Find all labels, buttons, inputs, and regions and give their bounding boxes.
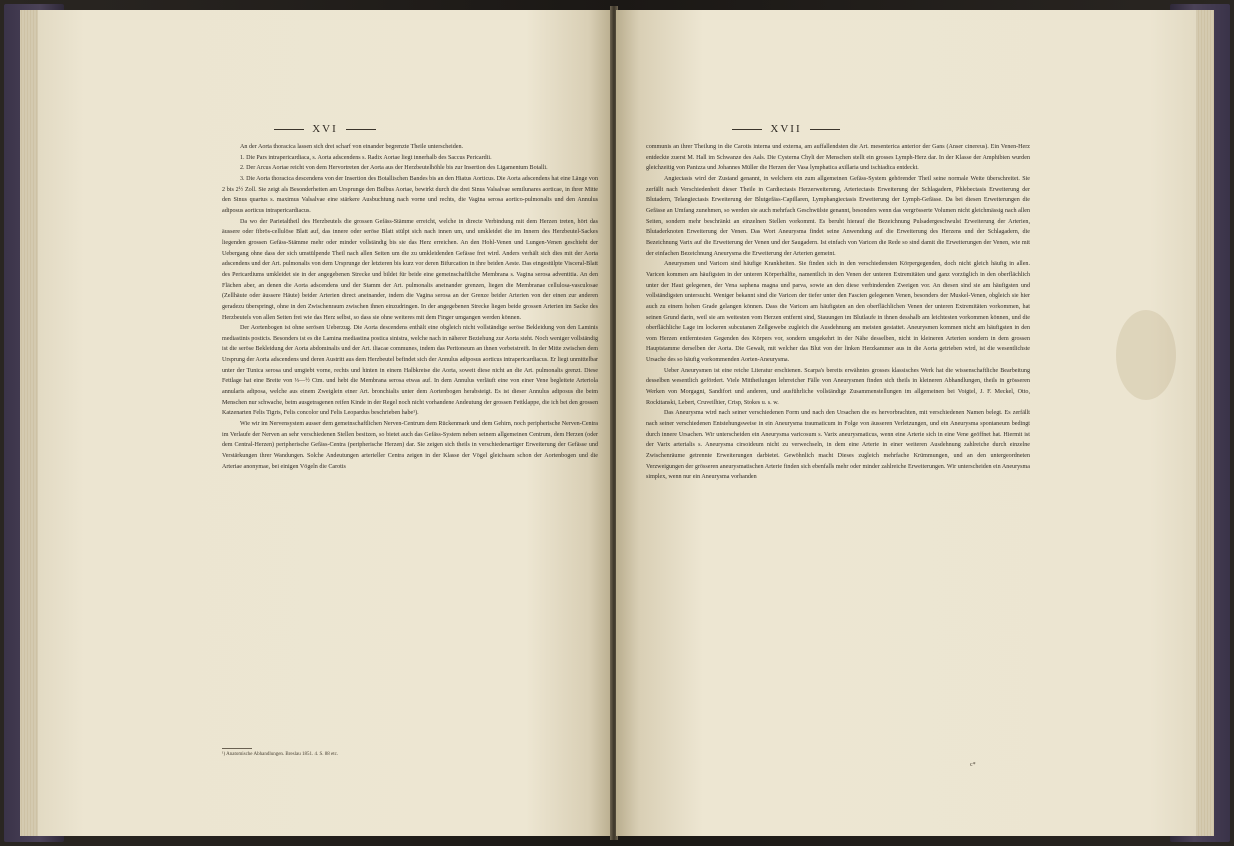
right-page-body [646,142,1030,483]
paragraph: 1. Die Pars intrapericardiaca, s. Aorta adscendens s. Radix Aortae liegt innerhalb des Saccus Pericardii. [240,154,492,161]
paragraph: communis an ihrer Theilung in die Carotis interna und externa, am auffallendsten die Art. mesenterica anterior der Gans (Anser cinereus). Ein Venen-Herz entdeckte zuerst M. Hall im Schwanze des Aals. Die Cysterna Chyli der Menschen stellt ein grosses Lymph-Herz dar. In der Klasse der Amphibien wurden gleichzeitig von Panizza und Johannes Müller die Herzen der Vasa lymphatica axillaria und ischiadica entdeckt. [646,144,1030,172]
right-page [616,10,1196,836]
left-page-header [38,123,612,135]
header-rule [810,129,840,130]
header-rule [732,129,762,130]
left-page-number: XVI [312,123,338,135]
paragraph: An der Aorta thoracica lassen sich drei scharf von einander begrenzte Theile unterscheiden. [240,144,464,150]
left-page-edges [20,10,40,836]
paragraph: Da wo der Parietaltheil des Herzbeutels die grossen Gefäss-Stämme erreicht, welche in directe Verbindung mit dem Herzen treten, hört das äussere oder fibrös-cellulöse Blatt auf, das innere oder seröse Blatt stülpt sich nach innen um, und umkleidet die im Innern des Herzbeutel-Sackes liegenden grossen Gefäss-Stämme mehr oder minder vollständig bis sie das Herz erreichen. An den Hohl-Venen und Lungen-Venen geschieht der Uebergang ohne dass der sich umstülpende Theil nach allen Seiten um die zu umkleidenden Gefässe frei wird. Anders verhält sich dies mit der Aorta adscendens und der Art. pulmonalis von dem Ursprunge der letzteren bis kurz vor deren Bifurcation in ihre beiden Aeste. Das eingestülpte Visceral-Blatt des Pericardiums umkleidet sie in der angegebenen Strecke und bildet für beide eine gemeinschaftliche Membrana s. Vagina serosa adventitia. An den Flächen aber, an denen die Aorta adscendens und der Stamm der Art. pulmonalis aneinander grenzen, liegen die Membranae cellulosa-vasculosae (Zellhäute oder äussere Häute) beider Arterien direct aneinander, indem die Vagina serosa an der Grenze beider Arterien von der einen zur anderen geradezu überspringt, ohne in den Zwischenraum zwischen ihnen einzudringen. In der angegebenen Strecke liegen beide grossen Arterien im Sacke des Herzbeutels von allen Seiten frei wie das Herz selbst, so dass sie ohne weiteres mit dem Finger umgangen werden können. [222,218,598,321]
catchword: c* [970,762,976,768]
paragraph: Ueber Aneurysmen ist eine reiche Literatur erschienen. Scarpa's bereits erwähntes grosses klassisches Werk hat die wissenschaftliche Bearbeitung desselben wesentlich gefördert. Viele Mittheilungen lehrreicher Fälle von Aneurysmen finden sich theils in kleineren Abhandlungen, theils in grösseren Werken von Morgagni, Sandifort und anderen, und ausführliche vollständige Zusammenstellungen im allgemeinen bei Voigtel, J. F. Meckel, Otto, Rockitanski, Lebert, Cruveilhier, Crisp, Stokes u. s. w. [646,367,1030,406]
left-page-body [222,142,598,472]
paragraph: 2. Der Arcus Aortae reicht von dem Hervortreten der Aorta aus der Herzbeutelhöhle bis zur Insertion des Ligamentum Botalli. [240,165,548,172]
paragraph: 3. Die Aorta thoracica descendens von der Insertion des Botallischen Bandes bis an den Hiatus Aorticus. Die Aorta adscendens hat eine Länge von 2 bis 2½ Zoll. Sie zeigt als Besonderheiten am Ursprunge den Bulbus Aortae, bewirkt durch die drei Sinus Valsalvae semilunares aorticae, in ihrer Mitte den Sinus quartus s. maximus Valsalvae eine stärkere Ausbuchtung nach vorne und rechts, die Vagina serosa aortico-pulmonalis und den Annulus adiposus aorticus intrapericardiacus. [222,175,598,214]
paper-stain [1116,310,1176,400]
left-page [38,10,612,836]
right-page-header [616,123,1076,135]
paragraph: Das Aneurysma wird nach seiner verschiedenen Form und nach den Ursachen die es hervorbrachten, mit verschiedenen Namen belegt. Es zerfällt nach seiner verschiedenen Entstehungsweise in ein Aneurysma traumaticum in Folge von äusseren Verletzungen, und ein Aneurysma spontaneum bedingt durch innere Ursachen. Wir unterscheiden ein Aneurysma varicosum s. Varix aneurysmaticus, wenn eine Arterie sich in eine Vene geöffnet hat. Hiermit ist der Varix arterialis s. Aneurysma cirsoideum nicht zu verwechseln, in dem eine Arterie in einer weiteren Ausdehnung zahlreiche durch einzelne Zwischenräume getrennte Erweiterungen darbietet. Gewöhnlich macht Dieses zugleich mehrfache Krümmungen, und an den untergeordneten Verzweigungen der grösseren aneurysmatischen Arterie finden sich ebenfalls mehr oder minder zahlreiche Erweiterungen. Wir unterscheiden ein Aneurysma simplex, wenn nur ein Aneurysma vorhanden [646,410,1030,481]
paragraph: Der Aortenbogen ist ohne serösen Ueberzug. Die Aorta descendens enthält eine obgleich nicht vollständige seröse Bekleidung von den Laminis mediastinis posticis. Besonders ist es die Lamina mediastina postica sinistra, welche nach in näherer Beziehung zur Aorta steht. Noch weniger vollständig ist die seröse Bekleidung der Aorta abdominalis und der Art. iliacae communes, indem das Peritoneum an ihnen vorbeistreift. In der Mitte zwischen dem Ursprung der Aorta adscendens und deren Austritt aus dem Herzbeutel befindet sich der Annulus adiposus aorticus intrapericardiacus. Er liegt unmittelbar unter der Tunica serosa und umgiebt vorne, rechts und hinten in einem Halbkreise die Aorta, soweit diese nicht an die Art. pulmonalis grenzt. Diese Fettlage hat eine Breite von ⅓—½ Ctm. und hebt die Membrana serosa etwas auf. In dem Annulus verläuft eine von einer Vene begleitete Arteriola annularis adiposa, welche aus einem Zweiglein einer Art. bronchialis unter dem Aortenbogen herabsteigt. Es ist dieser Annulus adiposus die beim Menschen nur schwache, beim ausgetragenen reifen Kinde in der Regel noch nicht vorhandene Andeutung der grossen Fettklappe, die ich bei den grossen Katzenarten Felis Tigris, Felis concolor und Felis Leopardus beschrieben habe¹). [222,325,598,417]
footnote: ¹) Anatomische Abhandlungen. Breslau 1851. 4. S. 88 etc. [222,752,339,757]
paragraph: Angiectasis wird der Zustand genannt, in welchem ein zum allgemeinen Gefäss-System gehörender Theil seine normale Weite überschreitet. Sie zerfällt nach Verschiedenheit dieser Theile in Cardiectasis Herzerweiterung, Arteriectasis Erweiterung der Schlagadern, Phlebectasis Erweiterung der Blutadern, Telangiectasis Erweiterung der Blutgefäss-Capillaren, Lymphangiectasis Erweiterung der Lymph-Gefässe. Da bei diesen Erweiterungen die Gefässe an Umfang zunehmen, so werden sie auch mehrfach Geschwülste genannt, besonders wenn das vergrösserte Volumen nicht gleichmässig nach allen Seiten, sondern mehr beschränkt an einzelnen Stellen vorkommt. Es beruht hierauf die Bezeichnung Pulsadergeschwulst Erweiterung der Arterien, Blutaderknoten Erweiterung der Venen. Das Wort Aneurysma findet seine Anwendung auf die Erweiterung des Herzens und der Schlagadern, die Bezeichnung Varix auf die Erweiterung der Venen und der Saugadern. Ist einfach von Varicen die Rede so sind damit die Erweiterungen der Venen, wie mit der einfachen Bezeichnung Aneurysma die Erweiterung der Arterien gemeint. [646,175,1030,257]
paragraph: Wie wir im Nervensystem ausser dem gemeinschaftlichen Nerven-Centrum dem Rückenmark und dem Gehirn, noch peripherische Nerven-Centra im Verlaufe der Nerven an sehr verschiedenen Stellen besitzen, so bietet auch das Gefäss-System neben seinem allgemeinen Centrum, dem Herzen (oder dem Central-Herzen) peripherische Gefäss-Centra (peripherische Herzen) dar. Sie zeigen sich theils in verschiedenartiger Erweiterung der Gefässe und Verstärkungen ihrer Wandungen. Solche Andeutungen arterieller Centra zeigen in der Klasse der Vögel gleichsam schon der Aortenbogen und die Arteriae anonymae, bei einigen Vögeln die Carotis [222,421,598,470]
footnote-rule [222,748,252,749]
header-rule [346,129,376,130]
header-rule [274,129,304,130]
right-page-edges [1194,10,1214,836]
paragraph: Aneurysmen und Varicen sind häufige Krankheiten. Sie finden sich in den verschiedensten Körpergegenden, doch nicht gleich häufig in allen. Varicen kommen am häufigsten in der unteren Körperhälfte, namentlich in den Venen der unteren Extremitäten und ganz vorzüglich in den oberflächlich unter der Haut gelegenen, der Vena saphena magna und parva, sowie an den diese verbindenden Zweigen vor. An diesen sind sie am häufigsten und vollständigsten untersucht. Weniger bekannt sind die Varicen der tiefer unter den Fascien gelegenen Venen, besonders der Muskel-Venen, obgleich sie hier auch zu einem hohen Grade gelangen können. Dass die Varicen am häufigsten an den oberflächlichen Venen der unteren Extremitäten vorkommen, hat seinen Grund darin, weil sie am weitesten vom Herzen entfernt sind, Stauungen im Blutlaufe in ihnen desshalb am leichtesten vorkommen können, und die oberflächliche Lage im lockeren subcutanen Zellgewebe zugleich die Ausdehnung am meisten gestattet. Aneurysmen kommen nicht am häufigsten in den vom Herzen entferntesten Gegenden des Körpers vor, sondern umgekehrt in der Nähe desselben, nicht in kleineren Arterien sondern in dem grossen Hauptstamme derselben der Aorta. Die Gewalt, mit welcher das Blut von der linken Herzkammer aus in die Aorta getrieben wird, ist die wesentlichste Ursache des so häufig vorkommenden Aorten-Aneurysma. [646,261,1030,364]
right-page-number: XVII [770,123,802,135]
